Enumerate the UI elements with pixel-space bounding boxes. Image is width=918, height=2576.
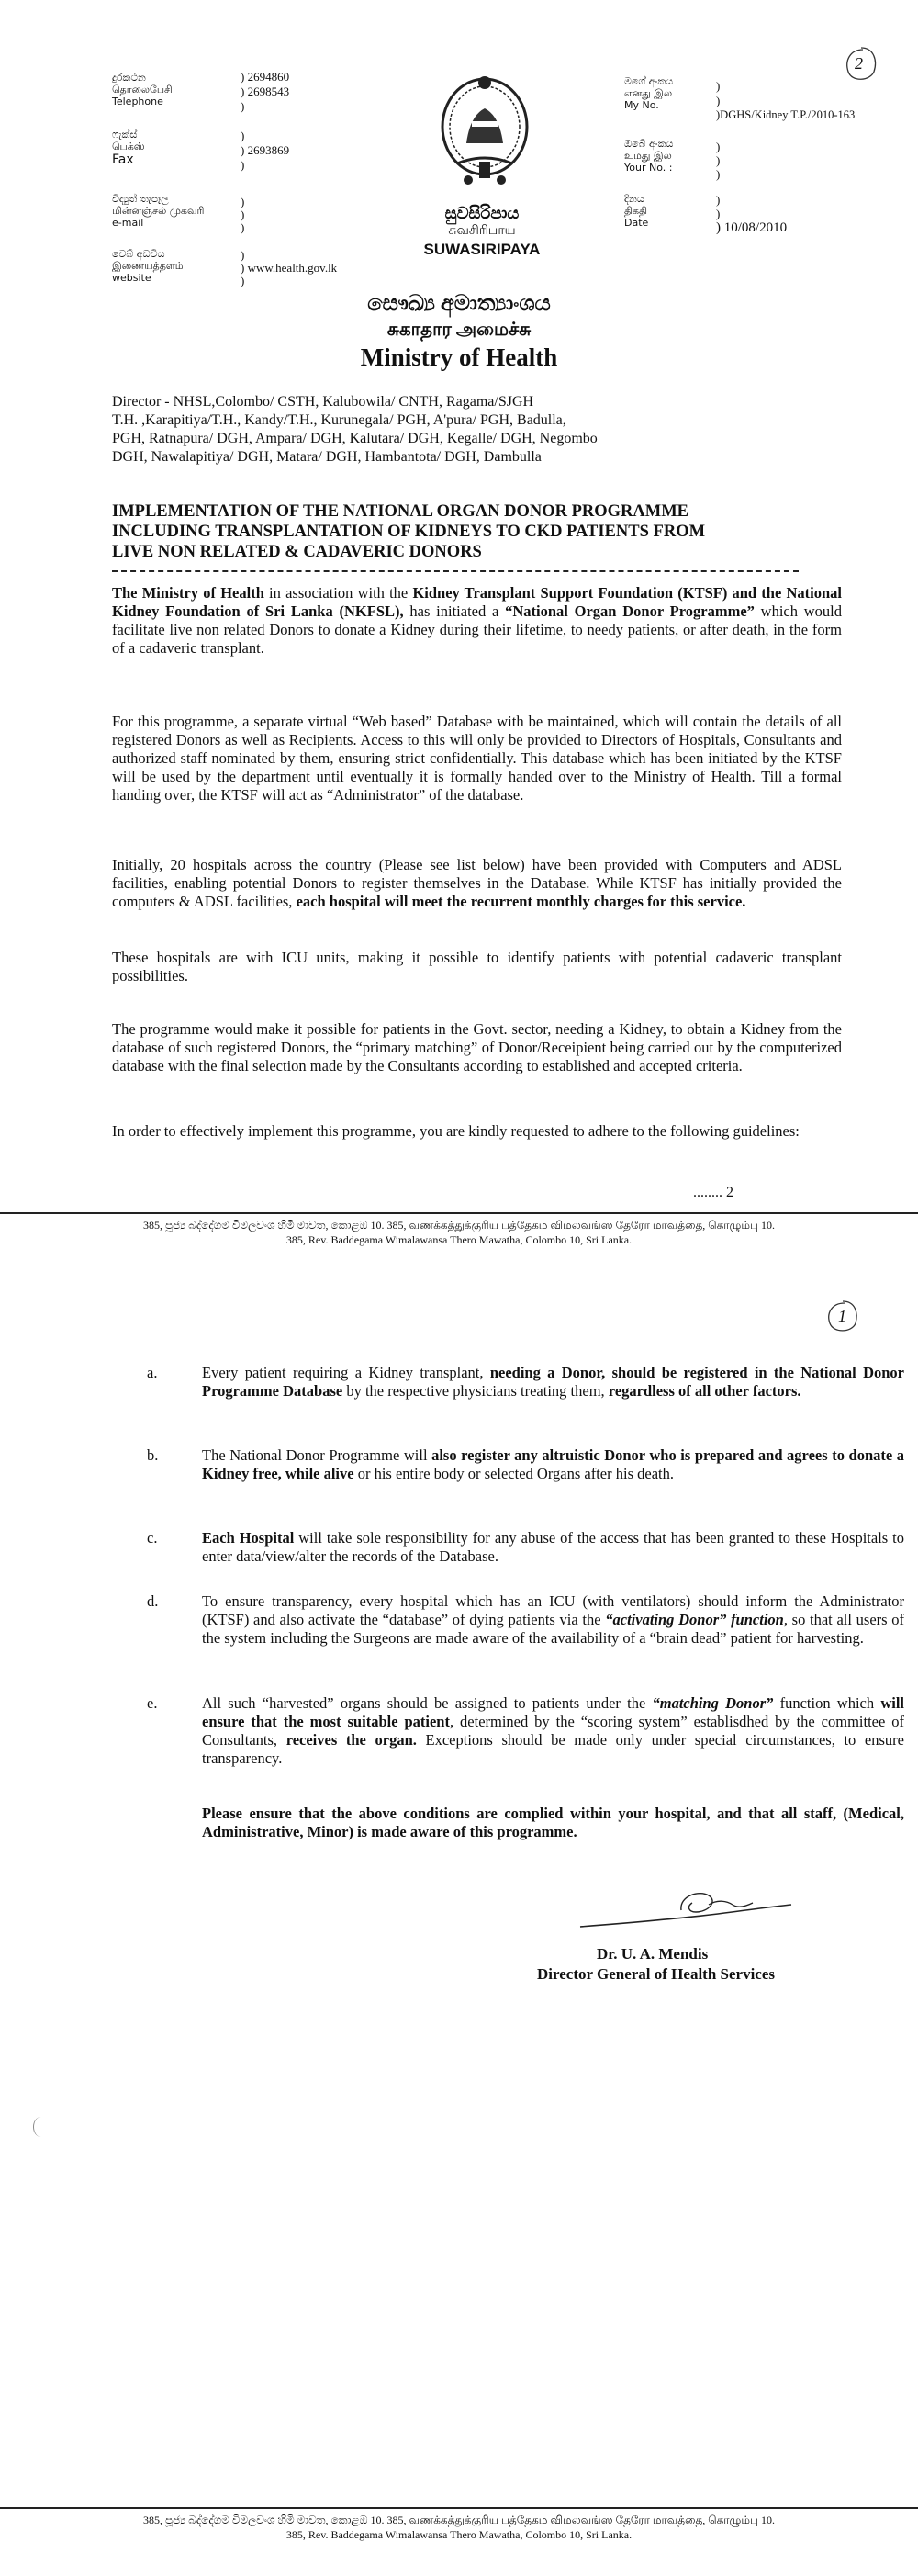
guideline-e-bold: receives the organ.	[285, 1731, 417, 1749]
fax-value-1: )	[241, 129, 245, 142]
guideline-c-text: will take sole responsibility for any abuse of the access that has been granted to these Hospitals to enter data/view/alter the records of the Database.	[202, 1529, 904, 1565]
guideline-d	[202, 1592, 904, 1648]
addressee-line: Director - NHSL,Colombo/ CSTH, Kalubowila/ CNTH, Ragama/SJGH	[112, 394, 534, 410]
telephone-label-ta: தொலைபேசி	[112, 84, 173, 96]
date-label-en: Date	[624, 217, 649, 229]
guideline-d-text: To ensure transparency, every hospital which has an ICU (with ventilators) should inform the Administrator (KTSF) and also activate the “database” of dying patients via the	[202, 1592, 904, 1628]
guideline-e-bold: “matching Donor”	[652, 1694, 774, 1712]
your-no-value: )	[716, 167, 721, 181]
footer-rule	[0, 1212, 918, 1214]
email-value-1: )	[241, 195, 245, 208]
email-label-ta: மின்னஞ்சல் முகவரி	[112, 205, 205, 217]
guideline-e-text: All such “harvested” organs should be assigned to patients under the	[202, 1694, 653, 1712]
my-no-label-si: මගේ අංකය	[624, 75, 674, 87]
guideline-a-bold: regardless of all other factors.	[608, 1382, 801, 1400]
telephone-value-2: ) 2698543	[241, 84, 290, 98]
signature-icon	[571, 1883, 800, 1938]
guideline-letter-d: d.	[147, 1592, 159, 1610]
guideline-letter-e: e.	[147, 1694, 158, 1712]
guideline-a	[202, 1364, 904, 1400]
my-no-label-en: My No.	[624, 99, 659, 111]
guideline-a-text: Every patient requiring a Kidney transplant,	[202, 1364, 490, 1381]
crest-emblem-icon	[430, 61, 540, 198]
document-title	[112, 501, 846, 562]
telephone-label-si: දුරකථන	[112, 72, 146, 84]
page-mark-number: 1	[838, 1307, 846, 1325]
paragraph-intro	[112, 584, 842, 658]
guideline-d-bold: “activating Donor” function	[605, 1611, 784, 1628]
title-line: IMPLEMENTATION OF THE NATIONAL ORGAN DONOR PROGRAMME	[112, 502, 688, 521]
page-mark-number: 2	[855, 54, 863, 73]
paragraph-guidelines: In order to effectively implement this programme, you are kindly requested to adhere to the following guidelines:	[112, 1122, 800, 1140]
closing-instruction: Please ensure that the above conditions are complied within your hospital, and that all staff, (Medical, Administrative, Minor) is made aware of this programme.	[202, 1805, 904, 1840]
my-no-bracket-2: )	[716, 94, 721, 107]
paragraph-hospitals	[112, 856, 842, 911]
paragraph-database: For this programme, a separate virtual “Web based” Database with be maintained, which will contain the details of all registered Donors as well as Recipients. Access to this will only be provided to Directors of Hospitals, Consultants and authorized staff nominated by them, ensuring strict confidentially. This database which has been initiated by the KTSF will be used by the department until eventually it is formally handed over to the Ministry of Health. Till a formal handing over, the KTSF will act as “Administrator” of the database.	[112, 713, 842, 804]
title-dashed-rule	[112, 570, 799, 572]
guideline-letter-a: a.	[147, 1364, 158, 1381]
guideline-e-text: , determined by the “scoring system” establisdhed by the committee of Consultants,	[202, 1713, 904, 1749]
title-line: INCLUDING TRANSPLANTATION OF KIDNEYS TO CKD PATIENTS FROM	[112, 523, 706, 541]
paragraph-icu: These hospitals are with ICU units, making it possible to identify patients with potential cadaveric transplant possibilities.	[112, 949, 842, 984]
website-label-en: website	[112, 272, 151, 284]
telephone-label-en: Telephone	[112, 96, 163, 107]
hospitals-charges: each hospital will meet the recurrent monthly charges for this service.	[296, 893, 746, 910]
handwritten-page-mark	[824, 1299, 861, 1335]
my-no-bracket-1: )	[716, 79, 721, 93]
scan-artifact	[33, 2117, 49, 2137]
footer-address-en: 385, Rev. Baddegama Wimalawansa Thero Mawatha, Colombo 10, Sri Lanka.	[285, 2528, 633, 2541]
guideline-e-text: Exceptions should be made only under special circumstances, to ensure transparency.	[202, 1731, 904, 1767]
fax-label-si: ෆැක්ස්	[112, 129, 138, 141]
ref-date	[624, 193, 716, 229]
fax-label-en: Fax	[112, 152, 134, 167]
date-label-si: දිනය	[624, 193, 644, 205]
signer-title: Director General of Health Services	[537, 1965, 776, 1983]
intro-programme-name: “National Organ Donor Programme”	[505, 602, 755, 620]
website-label-ta: இணையத்தளம்	[112, 260, 184, 272]
guideline-c	[202, 1529, 904, 1566]
fax-value-3: )	[241, 158, 245, 172]
ref-my-no	[624, 75, 716, 111]
your-no-label-ta: உமது இல	[624, 150, 672, 162]
email-value-2: )	[241, 208, 245, 221]
crest-name-ta: சுவசிரிபாய	[448, 224, 516, 238]
footer-address-en: 385, Rev. Baddegama Wimalawansa Thero Mawatha, Colombo 10, Sri Lanka.	[285, 1233, 633, 1246]
crest-name-si: සුවසිරිපාය	[444, 204, 520, 222]
ministry-name-ta: சுகாதார அமைச்சு	[386, 320, 532, 340]
date-bracket-2: )	[716, 207, 721, 220]
continuation-marker: ........ 2	[693, 1185, 733, 1200]
your-no-bracket-2: )	[716, 153, 721, 167]
addressee-line: DGH, Nawalapitiya/ DGH, Matara/ DGH, Hambantota/ DGH, Dambulla	[112, 449, 542, 465]
guideline-a-bold: needing a Donor, should be registered in the National Donor Programme Database	[202, 1364, 904, 1400]
email-label-en: e-mail	[112, 217, 144, 229]
guideline-a-text: by the respective physicians treating them,	[342, 1382, 609, 1400]
signer-name: Dr. U. A. Mendis	[597, 1945, 709, 1963]
guideline-e-text: function which	[773, 1694, 881, 1712]
signature	[571, 1883, 800, 1938]
intro-text-3: which would facilitate live non related Donors to donate a Kidney during their lifetime, to needy patients, or after death, in the form of a cadaveric transplant.	[112, 602, 843, 657]
guideline-b-text: or his entire body or selected Organs after his death.	[353, 1465, 674, 1482]
guideline-b-bold: also register any altruistic Donor who is prepared and agrees to donate a Kidney free, while alive	[202, 1446, 905, 1482]
date-label-ta: திகதி	[624, 205, 648, 217]
my-no-value: )DGHS/Kidney T.P./2010-163	[716, 108, 856, 121]
guideline-letter-c: c.	[147, 1529, 158, 1547]
website-value-2: ) www.health.gov.lk	[241, 261, 338, 275]
telephone-value-3: )	[241, 99, 245, 113]
your-no-label-si: ඔබේ අංකය	[624, 138, 674, 150]
guideline-b-text: The National Donor Programme will	[202, 1446, 432, 1464]
ministry-name-en: Ministry of Health	[360, 343, 558, 371]
my-no-label-ta: எனது இல	[624, 87, 673, 99]
website-value-1: )	[241, 248, 245, 262]
footer-rule	[0, 2507, 918, 2509]
ministry-name-si: සෞඛ්‍ය අමාත්‍යාංශය	[367, 292, 551, 316]
guideline-b	[202, 1446, 904, 1483]
ref-your-no	[624, 138, 716, 174]
paragraph-matching: The programme would make it possible for patients in the Govt. sector, needing a Kidney, to obtain a Kidney from the database of such registered Donors, the “primary matching” of Donor/Receipient being carried out by the computerized database with the final selection made by the Consultants according to established and accepted criteria.	[112, 1020, 842, 1074]
guideline-c-bold: Each Hospital	[202, 1529, 295, 1547]
addressee-line: T.H. ,Karapitiya/T.H., Kandy/T.H., Kurunegala/ PGH, A'pura/ PGH, Badulla,	[112, 412, 566, 428]
guideline-d-text: , so that all users of the system including the Surgeons are made aware of the availability of a “brain dead” patient for harvesting.	[202, 1611, 905, 1647]
crest-name-en: SUWASIRIPAYA	[423, 241, 541, 258]
email-value-3: )	[241, 220, 245, 234]
footer-page-1	[0, 1218, 918, 1247]
guideline-letter-b: b.	[147, 1446, 159, 1464]
fax-value-2: ) 2693869	[241, 143, 290, 157]
date-value: ) 10/08/2010	[716, 220, 788, 235]
date-bracket-1: )	[716, 193, 721, 207]
intro-text-2: has initiated a	[403, 602, 506, 620]
email-label-si: විද්‍යුත් තැපෑල	[112, 193, 169, 205]
your-no-label-en: Your No. :	[624, 162, 673, 174]
guideline-e-bold: will ensure that the most suitable patient	[202, 1694, 905, 1730]
footer-address-local: 385, පූජ්‍ය බද්දේගම විමලවංශ හිමි මාවත, කොළඹ 10. 385, வணக்கத்துக்குரிய பத்தேகம விமலவங்ஸ தேரோ மாவத்தை, கொழும்பு 10.	[143, 1219, 775, 1232]
telephone-value-1: ) 2694860	[241, 70, 290, 84]
footer-address-local: 385, පූජ්‍ය බද්දේගම විමලවංශ හිමි මාවත, කොළඹ 10. 385, வணக்கத்துக்குரிய பத்தேகம விமலவங்ஸ தேரோ மாவத்தை, கொழும்பு 10.	[143, 2514, 775, 2526]
website-label-si: වෙබ් අඩවිය	[112, 248, 165, 260]
intro-text-1: in association with the	[263, 584, 413, 602]
footer-page-2	[0, 2513, 918, 2542]
contact-email	[112, 193, 268, 229]
guideline-e	[202, 1694, 904, 1768]
addressee-block	[112, 393, 837, 467]
handwritten-page-mark	[843, 44, 879, 84]
your-no-bracket-1: )	[716, 140, 721, 153]
intro-foundations: Kidney Transplant Support Foundation (KTSF) and the National Kidney Foundation of Sri Lanka (NKFSL),	[112, 584, 842, 620]
title-line: LIVE NON RELATED & CADAVERIC DONORS	[112, 543, 482, 561]
addressee-line: PGH, Ratnapura/ DGH, Ampara/ DGH, Kalutara/ DGH, Kegalle/ DGH, Negombo	[112, 431, 598, 446]
intro-ministry: The Ministry of Health	[112, 584, 264, 602]
hospitals-text: Initially, 20 hospitals across the country (Please see list below) have been provided with Computers and ADSL facilities, enabling potential Donors to register themselves in the Database. While KTSF has initially provided the computers & ADSL facilities,	[112, 856, 842, 910]
fax-label-ta: பெக்ஸ்	[112, 141, 145, 152]
sri-lanka-crest	[430, 61, 540, 198]
website-value-3: )	[241, 274, 245, 287]
